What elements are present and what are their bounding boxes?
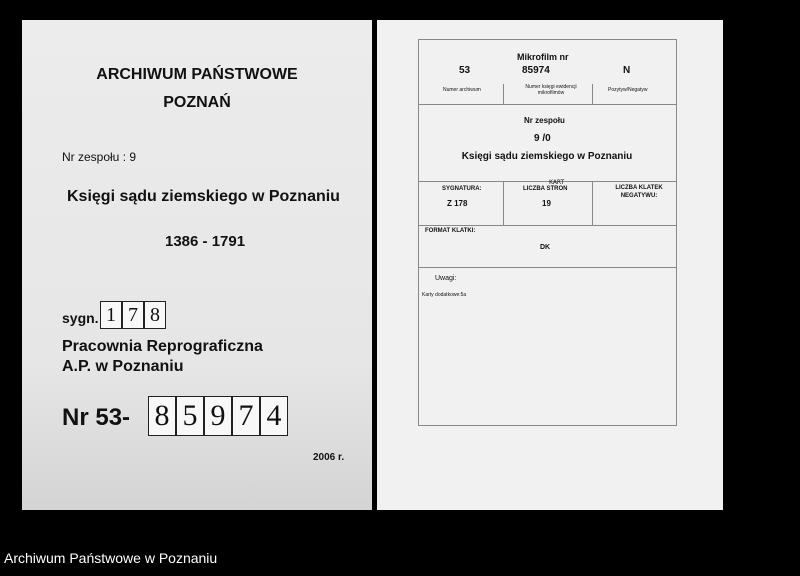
signature-stamp: [100, 301, 166, 329]
microfilm-number: 85974: [522, 65, 550, 76]
format-value: DK: [540, 244, 551, 251]
fond-title: Księgi sądu ziemskiego w Poznaniu: [461, 151, 633, 162]
microfilm-number-caption: Numer księgi ewidencji mikrofilmów: [525, 84, 577, 96]
signature-digit: 8: [144, 301, 166, 329]
archive-name-line1: ARCHIWUM PAŃSTWOWE: [96, 66, 298, 83]
signature-value: Z 178: [447, 199, 468, 208]
nr-prefix: Nr 53-: [62, 404, 131, 431]
pages-correction: KART: [549, 179, 565, 186]
archive-name-line2: POZNAŃ: [163, 94, 231, 111]
divider: [592, 84, 593, 104]
fond-number: 9 /0: [534, 133, 551, 144]
positive-negative-caption: Pozytyw/Negatyw: [608, 87, 648, 93]
archive-caption: Archiwum Państwowe w Poznaniu: [4, 550, 218, 566]
fond-number: Nr zespołu : 9: [62, 150, 137, 164]
studio-line2: A.P. w Poznaniu: [62, 358, 184, 375]
nr-digit: 8: [148, 396, 176, 436]
divider: [503, 181, 504, 225]
fond-title: Księgi sądu ziemskiego w Poznaniu: [67, 188, 340, 205]
nr-digit: 9: [204, 396, 232, 436]
archive-number-caption: Numer archiwum: [443, 87, 481, 93]
title-card: [22, 20, 372, 510]
signature-digit: 1: [100, 301, 122, 329]
divider: [592, 181, 593, 225]
microfilm-record-card: [377, 20, 723, 510]
nr-digit: 4: [260, 396, 288, 436]
pages-label: LICZBA STRON: [523, 186, 568, 192]
year: 2006 r.: [313, 452, 345, 463]
divider: [418, 225, 676, 226]
frames-label: LICZBA KLATEK NEGATYWU:: [615, 185, 663, 199]
divider: [418, 267, 676, 268]
caption-bar: [0, 540, 800, 576]
signature-label: SYGNATURA:: [442, 186, 482, 192]
studio-line1: Pracownia Reprograficzna: [62, 338, 263, 355]
nr-digit: 5: [176, 396, 204, 436]
divider: [418, 181, 676, 182]
microfilm-label: Mikrofilm nr: [517, 52, 569, 62]
nr-digit: 7: [232, 396, 260, 436]
positive-negative: N: [623, 65, 631, 76]
pages-value: 19: [542, 199, 551, 208]
signature-label: sygn.: [62, 310, 99, 326]
nr-stamp: [148, 396, 288, 436]
format-label: FORMAT KLATKI:: [425, 228, 476, 234]
fond-label: Nr zespołu: [524, 116, 565, 125]
date-range: 1386 - 1791: [165, 233, 246, 250]
divider: [503, 84, 504, 104]
divider: [418, 104, 676, 105]
notes-label: Uwagi:: [435, 275, 457, 282]
archive-number: 53: [459, 65, 471, 76]
signature-digit: 7: [122, 301, 144, 329]
notes-value: Karty dodatkowe:5a: [422, 292, 467, 298]
